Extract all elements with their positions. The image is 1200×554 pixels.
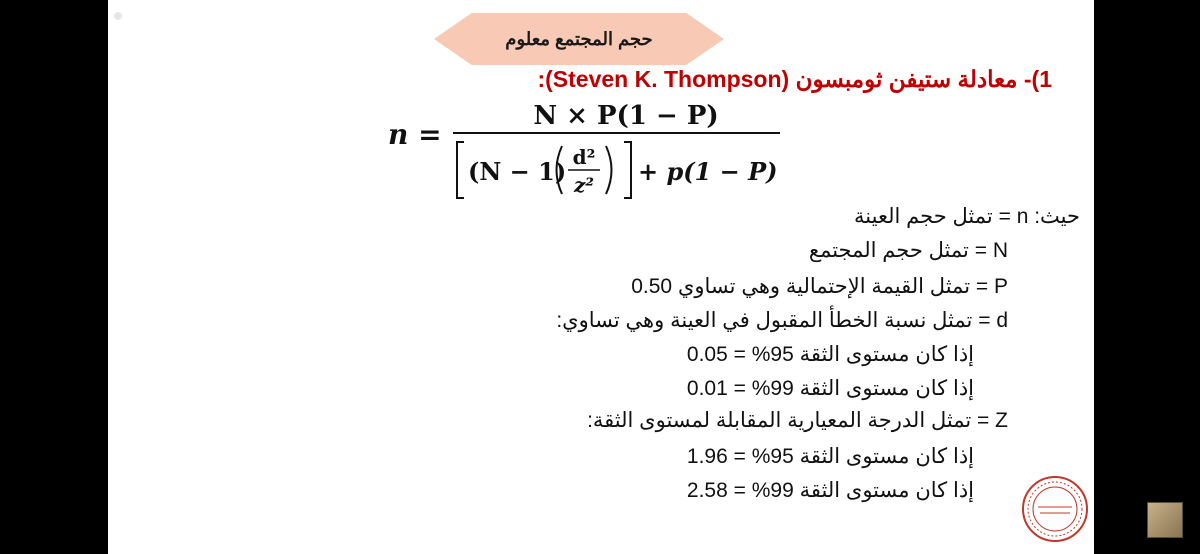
formula-z2: z²: [573, 173, 595, 197]
formula-denominator-b: + p(1 − P): [638, 157, 778, 186]
definition-prefix: حيث:: [1034, 205, 1080, 228]
slide: [108, 0, 1094, 554]
definition-text: = تمثل نسبة الخطأ المقبول في العينة وهي تساوي:: [556, 309, 991, 332]
stamp-seal: [1020, 474, 1090, 544]
channel-thumbnail[interactable]: [1147, 502, 1183, 538]
definition-d-95: إذا كان مستوى الثقة 95% = 0.05: [686, 343, 974, 366]
formula: [108, 0, 1094, 210]
paren-right: [606, 146, 612, 194]
definition-z-95: إذا كان مستوى الثقة 95% = 1.96: [686, 445, 974, 468]
definition-symbol: N: [992, 239, 1008, 262]
definition-text: = تمثل القيمة الإحتمالية وهي تساوي 0.50: [631, 275, 989, 298]
definition-d: [556, 308, 1008, 333]
definition-symbol: d: [996, 309, 1008, 332]
definition-text: = تمثل حجم العينة: [854, 205, 1011, 228]
definition-Z: [587, 408, 1008, 433]
formula-lhs: n =: [388, 118, 442, 151]
definition-d-99: إذا كان مستوى الثقة 99% = 0.01: [686, 377, 974, 400]
section-heading: 1)- معادلة ستيفن ثومبسون (Steven K. Thompson):: [537, 66, 1052, 92]
definition-text: = تمثل الدرجة المعيارية المقابلة لمستوى الثقة:: [587, 409, 990, 432]
definition-n: [854, 204, 1080, 229]
definition-symbol: n: [1016, 205, 1029, 228]
definition-z-99: إذا كان مستوى الثقة 99% = 2.58: [686, 479, 974, 502]
formula-denominator-a: (N − 1): [468, 157, 567, 186]
definition-text: = تمثل حجم المجتمع: [808, 239, 987, 262]
definition-symbol: Z: [995, 409, 1008, 432]
title-banner: حجم المجتمع معلوم: [505, 29, 653, 49]
bracket-right: [624, 142, 631, 198]
formula-numerator: N × P(1 − P): [533, 101, 719, 131]
definition-P: [631, 274, 1008, 299]
definition-symbol: P: [993, 275, 1008, 298]
formula-d2: d²: [572, 145, 596, 169]
definition-N: [809, 238, 1008, 263]
bracket-left: [457, 142, 464, 198]
